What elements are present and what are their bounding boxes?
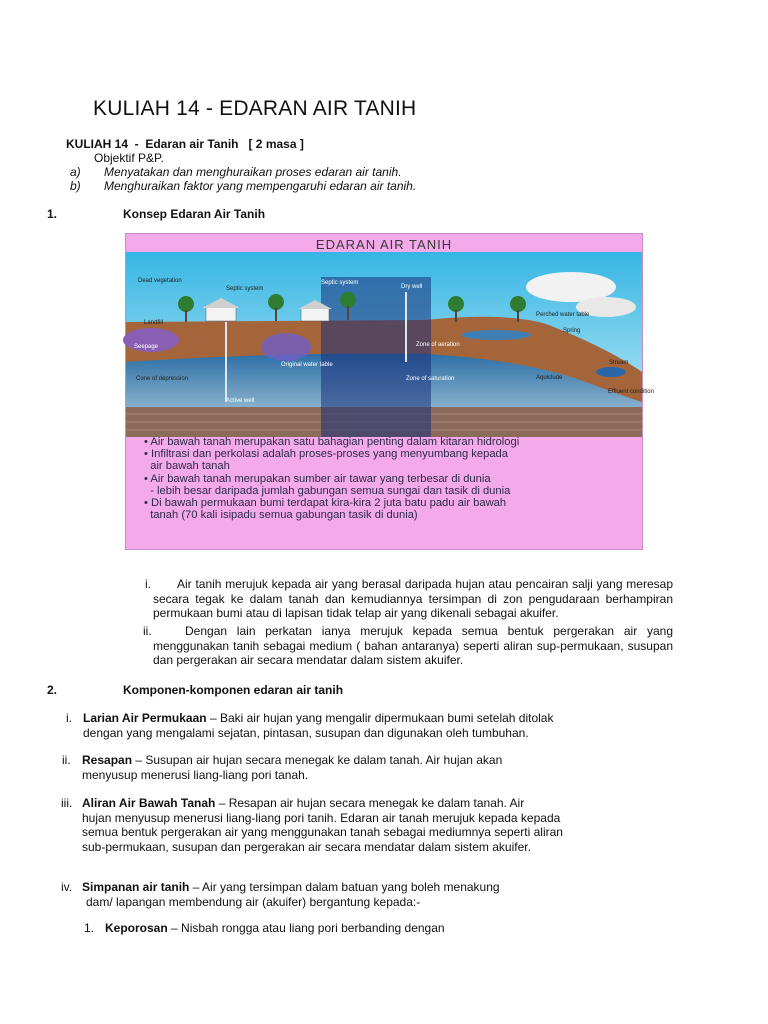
- caption-line: • Air bawah tanah merupakan sumber air tawar yang terbesar di dunia: [144, 472, 491, 485]
- item-marker: i.: [66, 711, 72, 725]
- point-text: Air tanih merujuk kepada air yang berasal daripada hujan atau pencairan salji yang meresap secara tegak ke dalam tanah dan kemudiannya tersimpan di zon pengudaraan berhampiran permukaan bumi atau di lapisan tidak telap air yang dikenali sebagai akuifer.: [153, 577, 673, 620]
- section1-point-1: [145, 577, 673, 621]
- component-item-1: [66, 711, 626, 740]
- label-spring: Spring: [563, 328, 581, 334]
- label-original-water-table: Original water table: [281, 362, 333, 368]
- item-marker: iv.: [61, 880, 73, 894]
- caption-line: • Air bawah tanah merupakan satu bahagian penting dalam kitaran hidrologi: [144, 436, 520, 448]
- label-cone-of-depression: Cone of depression: [136, 376, 189, 382]
- section1-point-2: [143, 624, 673, 668]
- item-rest: dengan yang mengalami sejatan, pintasan, susupan dan digunakan oleh tumbuhan.: [83, 725, 529, 740]
- subitem-text: – Nisbah rongga atau liang pori berbanding dengan: [167, 921, 445, 935]
- component-item-3: [61, 796, 581, 854]
- item-line1: – Susupan air hujan secara menegak ke dalam tanah. Air hujan akan: [132, 753, 503, 767]
- label-stream: Stream: [609, 360, 629, 366]
- component-item-4: [61, 880, 621, 909]
- caption-line: • Di bawah permukaan bumi terdapat kira-kira 2 juta batu padu air bawah: [144, 497, 507, 510]
- caption-line: tanah (70 kali isipadu semua gabungan tasik di dunia): [144, 509, 418, 522]
- caption-line: - lebih besar daripada jumlah gabungan semua sungai dan tasik di dunia: [144, 484, 511, 497]
- point-marker: ii.: [143, 624, 152, 638]
- label-active-well: Active well: [226, 398, 255, 404]
- item-rest: menyusup menerusi liang-liang pori tanah.: [82, 767, 309, 782]
- figure-caption: [144, 436, 639, 521]
- label-perched-water-table: Perched water table: [536, 312, 590, 318]
- figure-title: EDARAN AIR TANIH: [315, 237, 453, 252]
- lecture-header: [66, 137, 304, 151]
- component-subitem-1: [84, 921, 604, 936]
- house: [206, 307, 236, 321]
- section1-heading: Konsep Edaran Air Tanih: [123, 207, 266, 221]
- item-rest: dam/ lapangan membendung air (akuifer) bergantung kepada:-: [86, 894, 421, 909]
- item-rest: hujan menyusup menerusi liang-liang pori tanih. Edaran air tanah merujuk kepada kepada semua bentuk pergerakan air yang menggunakan tanah sebagai mediumnya seperti aliran sub-permukaan, susupan dan pergerakan air secara mendatar dalam sistem akuifer.: [82, 810, 563, 854]
- point-text: Dengan lain perkatan ianya merujuk kepada semua bentuk pergerakan air yang menggunakan tanih sebagai medium ( bahan antaranya) seperti aliran sup-permukaan, susupan dan pergerakan air secara mendatar dalam sistem akuifer.: [153, 624, 673, 667]
- item-line1: – Air yang tersimpan dalam batuan yang boleh menakung: [189, 880, 500, 894]
- house: [301, 308, 329, 321]
- section2-number: 2.: [47, 683, 58, 697]
- objective-text-a: Menyatakan dan menghuraikan proses edaran air tanih.: [104, 165, 402, 179]
- item-term: Resapan: [82, 753, 133, 767]
- septic-plume: [261, 333, 311, 361]
- section2-heading: Komponen-komponen edaran air tanih: [123, 683, 344, 697]
- objective-text-b: Menghuraikan faktor yang mempengaruhi edaran air tanih.: [104, 179, 417, 193]
- label-dead-vegetation: Dead vegetation: [138, 278, 182, 284]
- item-marker: ii.: [62, 753, 71, 767]
- item-term: Aliran Air Bawah Tanah: [82, 796, 216, 810]
- stream: [596, 367, 626, 377]
- caption-line: air bawah tanah: [144, 460, 230, 473]
- component-item-2: [62, 753, 622, 782]
- item-marker: iii.: [61, 796, 73, 810]
- label-septic-system-2: Septic system: [321, 280, 359, 286]
- point-marker: i.: [145, 577, 151, 591]
- objective-label: Objektif P&P.: [94, 151, 164, 165]
- label-seepage: Seepage: [134, 344, 159, 350]
- label-effluent-condition: Effluent condition: [608, 389, 654, 395]
- objective-marker-a: a): [70, 165, 81, 179]
- highlight-column: [321, 277, 431, 437]
- label-zone-of-aeration: Zone of aeration: [416, 342, 460, 348]
- label-dry-well: Dry well: [401, 284, 423, 290]
- lecture-line: KULIAH 14 - Edaran air Tanih [ 2 masa ]: [66, 137, 304, 151]
- page-title: KULIAH 14 - EDARAN AIR TANIH: [93, 97, 417, 120]
- perched-water: [461, 330, 531, 340]
- groundwater-diagram: [126, 252, 654, 452]
- subitem-marker: 1.: [84, 921, 95, 935]
- item-line1: – Baki air hujan yang mengalir dipermukaan bumi setelah ditolak: [206, 711, 554, 725]
- label-zone-of-saturation: Zone of saturation: [406, 376, 455, 382]
- objective-marker-b: b): [70, 179, 81, 193]
- label-aquiclude: Aquiclude: [536, 375, 563, 381]
- section1-number: 1.: [47, 207, 58, 221]
- item-term: Simpanan air tanih: [82, 880, 190, 894]
- label-landfill: Landfill: [144, 320, 164, 326]
- label-septic-system-1: Septic system: [226, 286, 264, 292]
- item-line1: – Resapan air hujan secara menegak ke dalam tanah. Air: [215, 796, 525, 810]
- subitem-term: Keporosan: [105, 921, 168, 935]
- groundwater-figure: [125, 233, 654, 550]
- caption-line: • Infiltrasi dan perkolasi adalah proses-proses yang menyumbang kepada: [144, 448, 508, 461]
- item-term: Larian Air Permukaan: [83, 711, 207, 725]
